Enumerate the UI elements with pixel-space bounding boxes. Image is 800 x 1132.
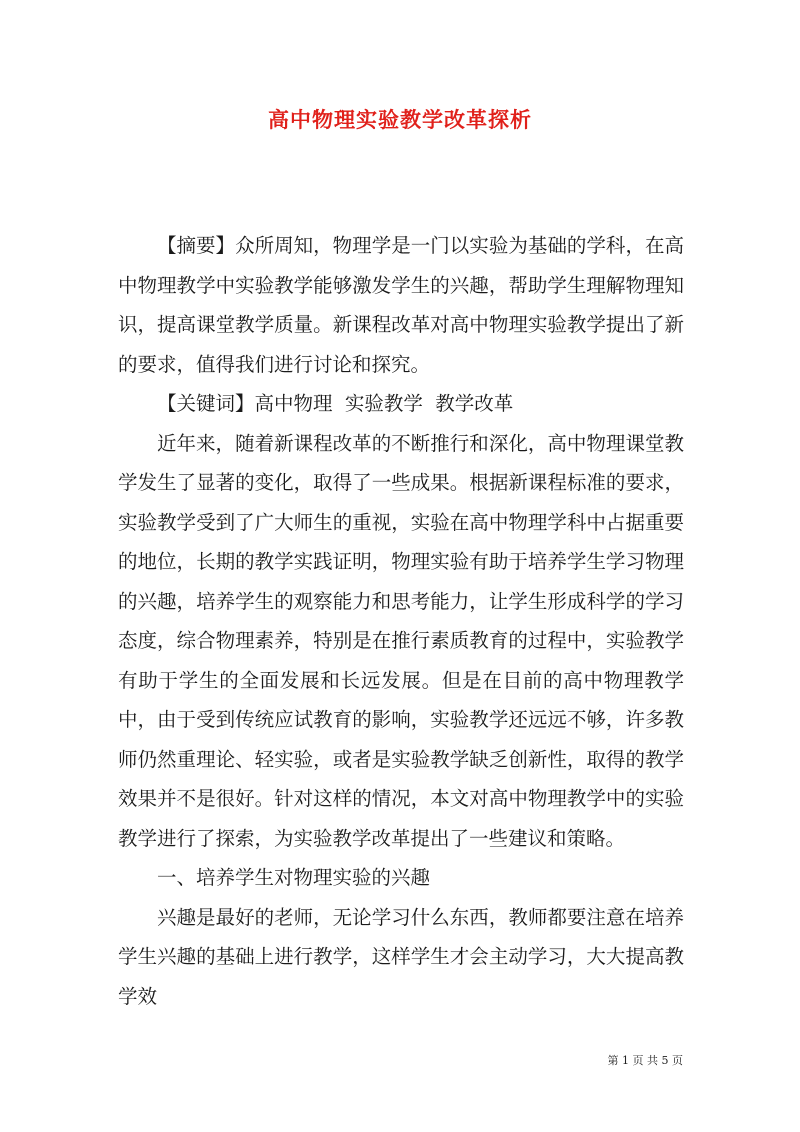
keywords-paragraph: 【关键词】高中物理 实验教学 教学改革 bbox=[157, 392, 514, 415]
intro-paragraph: 近年来，随着新课程改革的不断推行和深化，高中物理课堂教学发生了显著的变化，取得了一些成果。根据新课程标准的要求，实验教学受到了广大师生的重视，实验在高中物理学科中占据重要的地位，长期的教学实践证明，物理实验有助于培养学生学习物理的兴趣，培养学生的观察能力和思考能力，让学生形成科学的学习态度，综合物理素养，特别是在推行素质教育的过程中，实验教学有助于学生的全面发展和长远发展。但是在目前的高中物理教学中，由于受到传统应试教育的影响，实验教学还远远不够，许多教师仍然重理论、轻实验，或者是实验教学缺乏创新性，取得的教学效果并不是很好。针对这样的情况，本文对高中物理教学中的实验教学进行了探索，为实验教学改革提出了一些建议和策略。 bbox=[118, 431, 684, 850]
document-title: 高中物理实验教学改革探析 bbox=[268, 107, 532, 132]
page-number-footer: 第 1 页 共 5 页 bbox=[607, 1054, 683, 1067]
section-heading: 一、培养学生对物理实验的兴趣 bbox=[157, 866, 431, 889]
section-paragraph: 兴趣是最好的老师，无论学习什么东西，教师都要注意在培养学生兴趣的基础上进行教学，这样学生才会主动学习，大大提高教学效 bbox=[118, 905, 684, 1008]
document-body bbox=[118, 226, 684, 1016]
abstract-paragraph: 【摘要】众所周知，物理学是一门以实验为基础的学科，在高中物理教学中实验教学能够激发学生的兴趣，帮助学生理解物理知识，提高课堂教学质量。新课程改革对高中物理实验教学提出了新的要求，值得我们进行讨论和探究。 bbox=[118, 234, 684, 376]
